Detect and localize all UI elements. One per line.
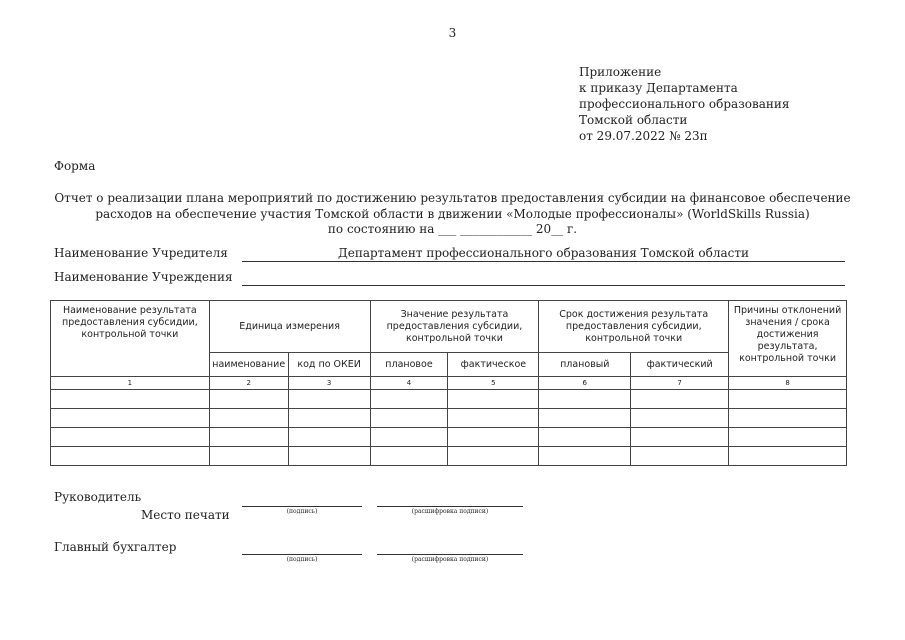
- table-row: [51, 409, 847, 428]
- table-row: [51, 428, 847, 447]
- table-cell[interactable]: [209, 428, 288, 447]
- founder-value: Департамент профессионального образования Томской области: [337, 246, 750, 260]
- accountant-signature-caption: (подпись): [286, 556, 318, 563]
- table-cell[interactable]: [448, 447, 539, 466]
- header-result-name: Наименование результата предоставления субсидии, контрольной точки: [51, 301, 210, 377]
- table-cell[interactable]: [370, 428, 448, 447]
- page-number: 3: [448, 26, 457, 40]
- column-number: 6: [539, 377, 631, 390]
- table-cell[interactable]: [370, 390, 448, 409]
- table-cell[interactable]: [209, 390, 288, 409]
- head-signature-caption: (подпись): [286, 508, 318, 515]
- table-cell[interactable]: [631, 409, 729, 428]
- column-number: 7: [631, 377, 729, 390]
- table-cell[interactable]: [729, 390, 847, 409]
- institution-field[interactable]: [242, 270, 845, 286]
- appendix-line: Томской области: [579, 113, 688, 127]
- table-cell[interactable]: [448, 428, 539, 447]
- appendix-line: от 29.07.2022 № 23п: [579, 129, 708, 143]
- table-cell[interactable]: [448, 390, 539, 409]
- table-cell[interactable]: [288, 390, 370, 409]
- title-line-2: расходов на обеспечение участия Томской области в движении «Молодые профессионалы» (WorldSkills Russia): [95, 206, 810, 221]
- header-value-actual: фактическое: [448, 353, 539, 377]
- header-term-actual: фактический: [631, 353, 729, 377]
- table-row: [51, 447, 847, 466]
- table-cell[interactable]: [539, 428, 631, 447]
- header-unit: Единица измерения: [209, 301, 370, 353]
- accountant-label: Главный бухгалтер: [54, 540, 177, 554]
- accountant-decode-line[interactable]: [377, 554, 523, 555]
- table-cell[interactable]: [288, 409, 370, 428]
- head-signature-line[interactable]: [242, 506, 362, 507]
- header-term: Срок достижения результата предоставления субсидии, контрольной точки: [539, 301, 729, 353]
- appendix-block: [579, 64, 789, 144]
- founder-field[interactable]: [242, 246, 845, 262]
- table-cell[interactable]: [209, 447, 288, 466]
- table-cell[interactable]: [631, 447, 729, 466]
- founder-label: Наименование Учредителя: [54, 246, 228, 260]
- accountant-signature-line[interactable]: [242, 554, 362, 555]
- form-label: Форма: [54, 159, 96, 173]
- column-number: 8: [729, 377, 847, 390]
- table-cell[interactable]: [631, 390, 729, 409]
- table-cell[interactable]: [51, 409, 210, 428]
- accountant-decode-caption: (расшифровка подписи): [411, 556, 489, 563]
- stamp-label: Место печати: [141, 508, 230, 522]
- report-table: [50, 300, 847, 466]
- table-cell[interactable]: [51, 428, 210, 447]
- header-value-planned: плановое: [370, 353, 448, 377]
- table-cell[interactable]: [288, 428, 370, 447]
- column-number: 2: [209, 377, 288, 390]
- column-number: 3: [288, 377, 370, 390]
- table-cell[interactable]: [51, 390, 210, 409]
- table-cell[interactable]: [288, 447, 370, 466]
- table-cell[interactable]: [539, 447, 631, 466]
- column-number: 1: [51, 377, 210, 390]
- title-line-3: по состоянию на ___ ____________ 20__ г.: [327, 222, 578, 236]
- table-cell[interactable]: [729, 447, 847, 466]
- table-cell[interactable]: [448, 409, 539, 428]
- table-cell[interactable]: [370, 409, 448, 428]
- table-cell[interactable]: [51, 447, 210, 466]
- head-label: Руководитель: [54, 490, 142, 504]
- column-number: 5: [448, 377, 539, 390]
- table-cell[interactable]: [631, 428, 729, 447]
- table-row: [51, 390, 847, 409]
- table-cell[interactable]: [209, 409, 288, 428]
- head-decode-line[interactable]: [377, 506, 523, 507]
- table-cell[interactable]: [539, 409, 631, 428]
- table-cell[interactable]: [729, 409, 847, 428]
- institution-label: Наименование Учреждения: [54, 270, 233, 284]
- report-title: [40, 191, 865, 238]
- appendix-line: к приказу Департамента: [579, 81, 738, 95]
- appendix-line: профессионального образования: [579, 97, 790, 111]
- table-cell[interactable]: [539, 390, 631, 409]
- head-decode-caption: (расшифровка подписи): [411, 508, 489, 515]
- title-line-1: Отчет о реализации плана мероприятий по достижению результатов предоставления субсидии на финансовое обеспечение: [54, 191, 851, 205]
- appendix-line: Приложение: [579, 65, 662, 79]
- header-reasons: Причины отклонений значения / срока достижения результата, контрольной точки: [729, 301, 847, 377]
- table-cell[interactable]: [729, 428, 847, 447]
- column-number: 4: [370, 377, 448, 390]
- table-cell[interactable]: [370, 447, 448, 466]
- header-unit-okei: код по ОКЕИ: [288, 353, 370, 377]
- header-value: Значение результата предоставления субсидии, контрольной точки: [370, 301, 539, 353]
- header-unit-name: наименование: [209, 353, 288, 377]
- header-term-planned: плановый: [539, 353, 631, 377]
